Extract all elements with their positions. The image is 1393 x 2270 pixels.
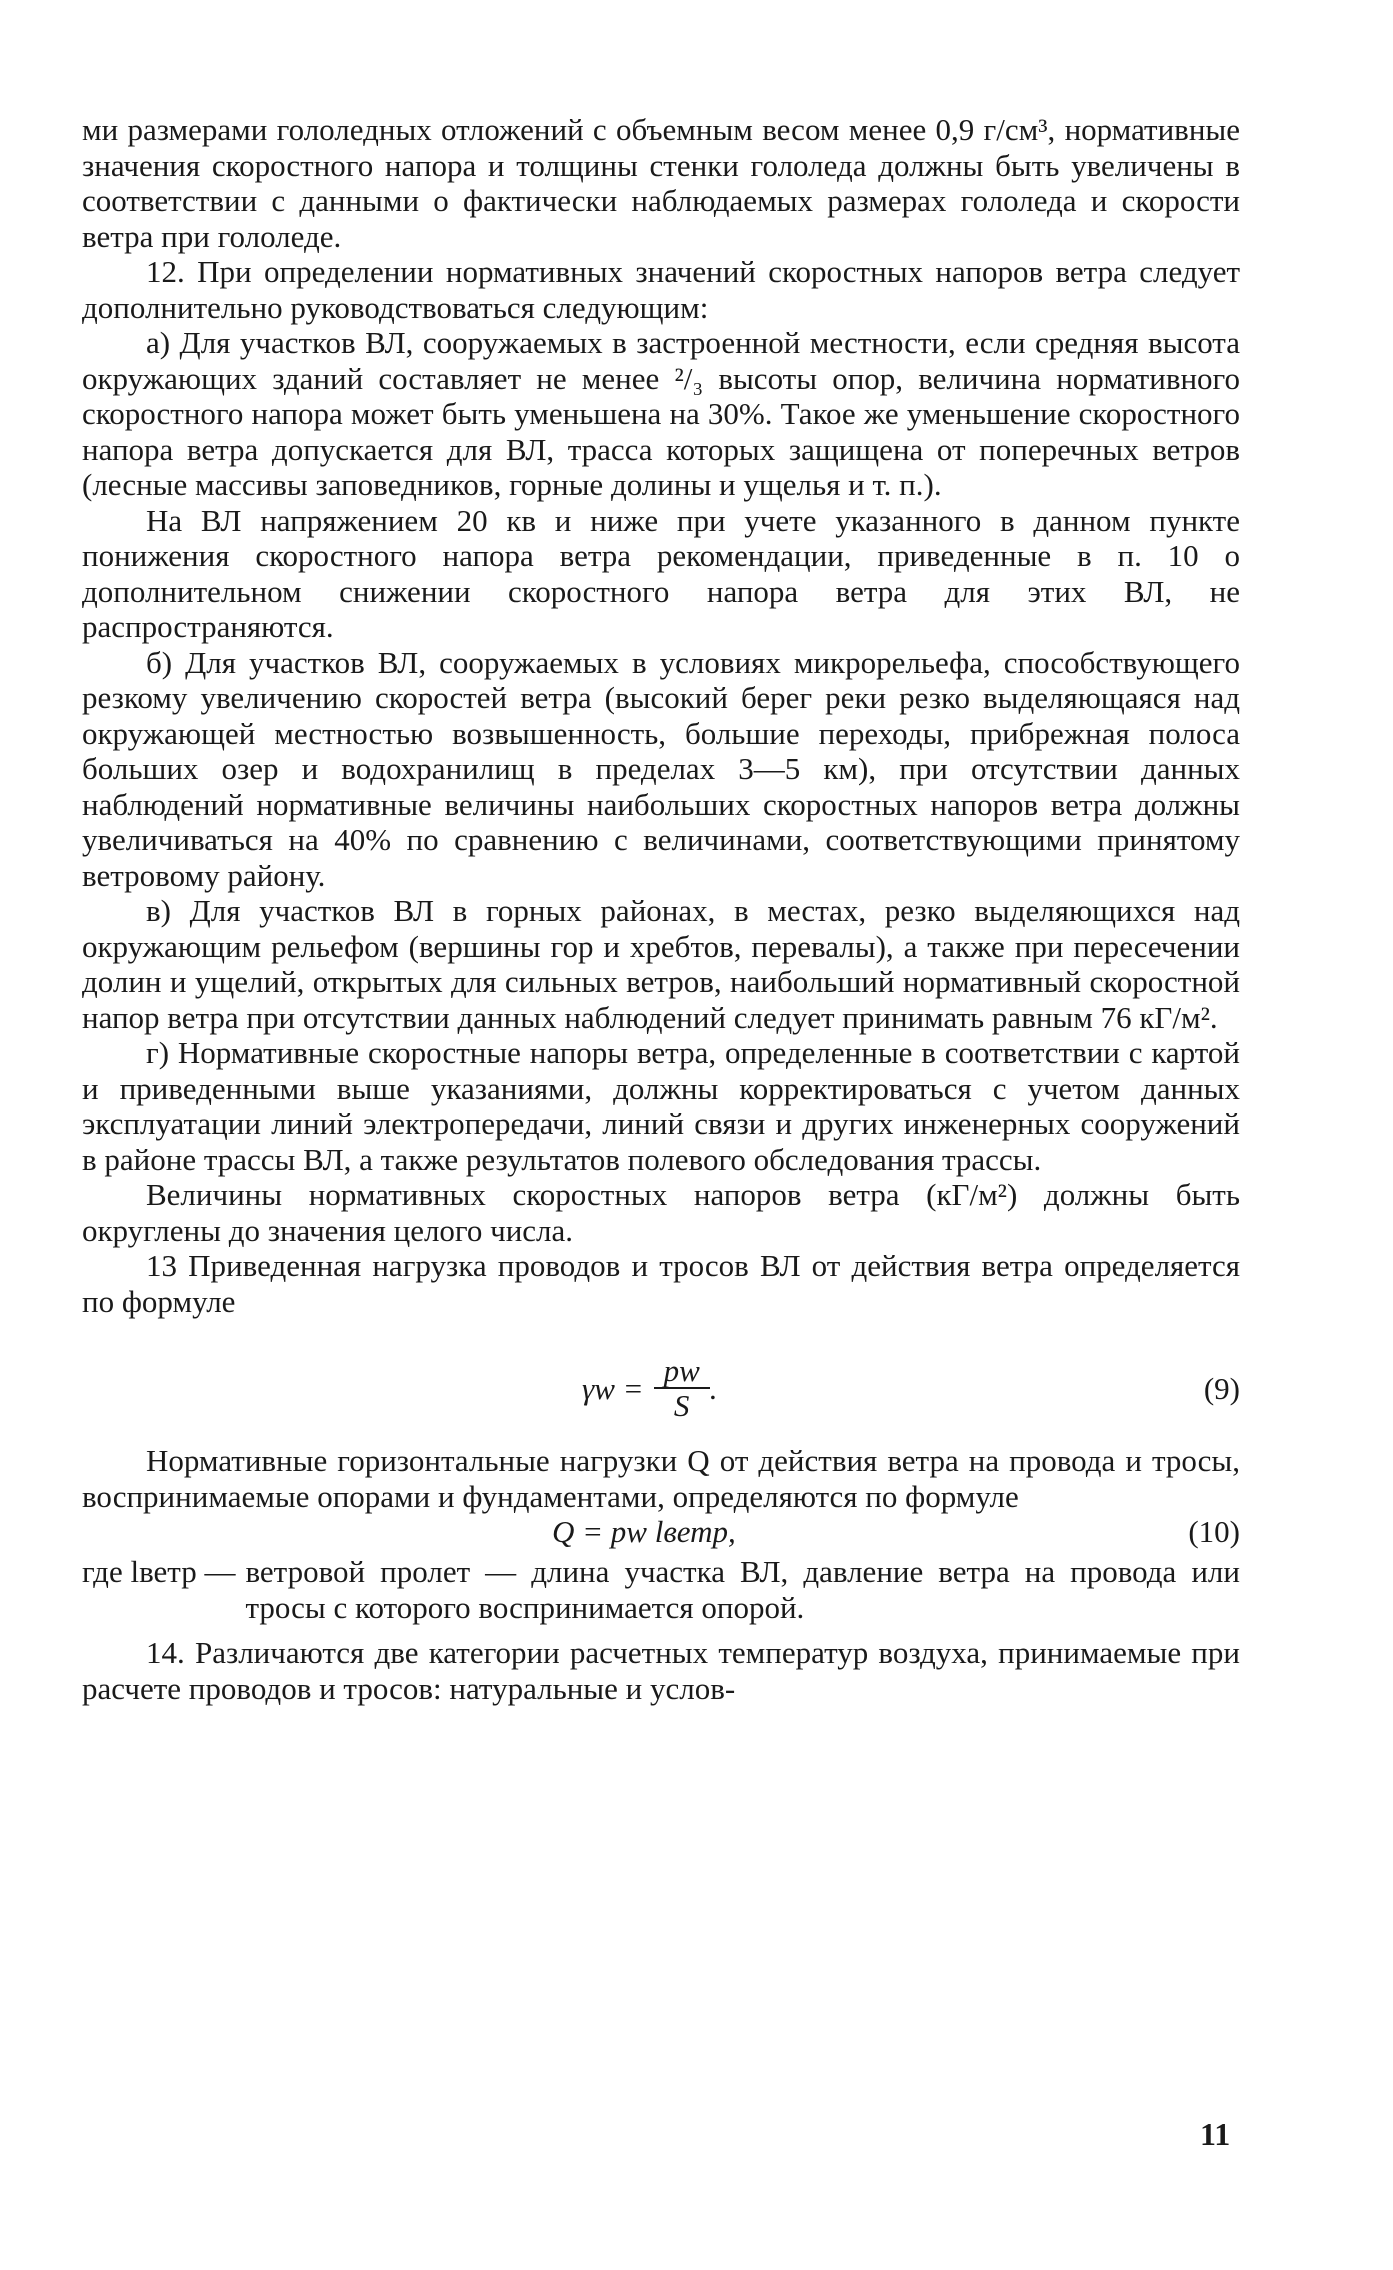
where-definition: ветровой пролет — длина участка ВЛ, давление ветра на провода или тросы с которого воспринимается опорой.: [245, 1554, 1240, 1625]
formula-9-lhs: γw =: [582, 1371, 644, 1407]
paragraph-12: 12. При определении нормативных значений скоростных напоров ветра следует дополнительно руководствоваться следующим:: [82, 254, 1240, 325]
paragraph-12a-note: На ВЛ напряжением 20 кв и ниже при учете указанного в данном пункте понижения скоростного напора ветра рекомендации, приведенные в п. 10 о дополнительном снижении скоростного напора ветра для этих ВЛ, не распространяются.: [82, 502, 1240, 644]
where-clause: [82, 1554, 1240, 1625]
formula-10: [82, 1514, 1240, 1554]
formula-10-expression: Q = pw lветр,: [552, 1514, 736, 1549]
formula-9-tail: .: [709, 1371, 718, 1407]
formula-9-number: (9): [1203, 1371, 1240, 1406]
paragraph-12g-note: Величины нормативных скоростных напоров ветра (кГ/м²) должны быть округлены до значения целого числа.: [82, 1177, 1240, 1248]
paragraph-12v: в) Для участков ВЛ в горных районах, в местах, резко выделяющихся над окружающим рельефом (вершины гор и хребтов, перевалы), а также при пересечении долин и ущелий, открытых для сильных ветров, наибольший нормативный скоростной напор ветра при отсутствии данных наблюдений следует принимать равным 76 кГ/м².: [82, 893, 1240, 1035]
paragraph-12a: а) Для участков ВЛ, сооружаемых в застроенной местности, если средняя высота окружающих зданий составляет не менее ²/₃ высоты опор, величина нормативного скоростного напора может быть уменьшена на 30%. Такое же уменьшение скоростного напора ветра допускается для ВЛ, трасса которых защищена от поперечных ветров (лесные массивы заповедников, горные долины и ущелья и т. п.).: [82, 325, 1240, 502]
page-number: 11: [1200, 2116, 1231, 2152]
paragraph-12b: б) Для участков ВЛ, сооружаемых в условиях микрорельефа, способствующего резкому увеличению скоростей ветра (высокий берег реки резко выделяющаяся над окружающей местностью возвышенность, большие переходы, прибрежная полоса больших озер и водохранилищ в пределах 3—5 км), при отсутствии данных наблюдений нормативные величины наибольших скоростных напоров ветра должны увеличиваться на 40% по сравнению с величинами, соответствующими принятому ветровому району.: [82, 644, 1240, 893]
where-term: где lветр —: [82, 1554, 236, 1589]
formula-9-denominator: S: [673, 1388, 690, 1423]
formula-10-number: (10): [1188, 1514, 1240, 1549]
formula-9-fraction: [654, 1355, 710, 1423]
page-body: [82, 112, 1240, 1706]
paragraph-12g: г) Нормативные скоростные напоры ветра, определенные в соответствии с картой и приведенными выше указаниями, должны корректироваться с учетом данных эксплуатации линий электропередачи, линий связи и других инженерных сооружений в районе трассы ВЛ, а также результатов полевого обследования трассы.: [82, 1035, 1240, 1177]
formula-9-numerator: pw: [654, 1355, 710, 1389]
paragraph-13: 13 Приведенная нагрузка проводов и тросов ВЛ от действия ветра определяется по формуле: [82, 1248, 1240, 1319]
paragraph-14: 14. Различаются две категории расчетных температур воздуха, принимаемые при расчете проводов и тросов: натуральные и услов-: [82, 1635, 1240, 1706]
paragraph-continuation: ми размерами гололедных отложений с объемным весом менее 0,9 г/см³, нормативные значения скоростного напора и толщины стенки гололеда должны быть увеличены в соответствии с данными о фактически наблюдаемых размерах гололеда и скорости ветра при гололеде.: [82, 112, 1240, 254]
formula-9: [82, 1319, 1240, 1443]
paragraph-13-loads: Нормативные горизонтальные нагрузки Q от действия ветра на провода и тросы, воспринимаемые опорами и фундаментами, определяются по формуле: [82, 1443, 1240, 1514]
